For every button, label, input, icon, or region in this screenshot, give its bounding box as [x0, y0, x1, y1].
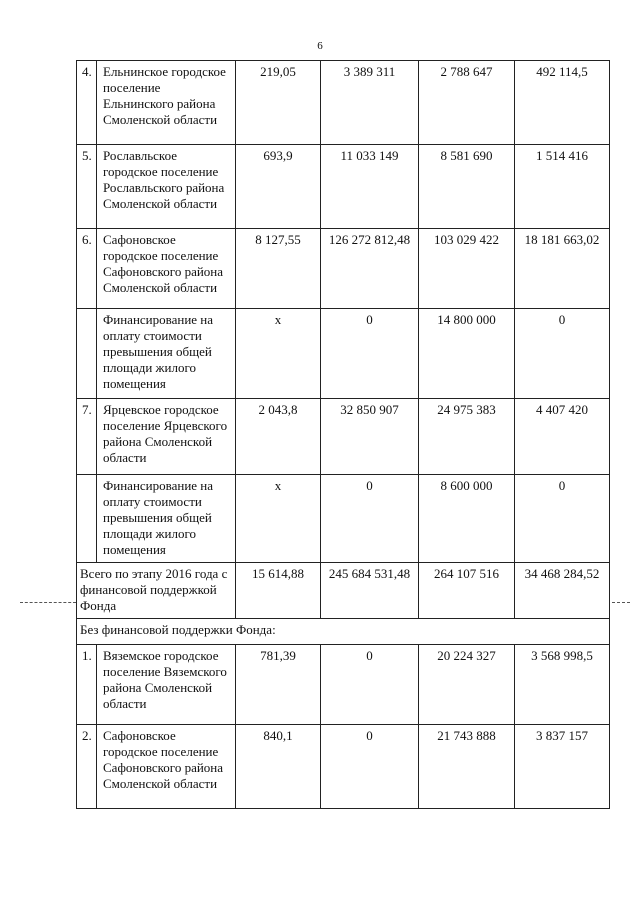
total-value-1: 245 684 531,48: [321, 563, 419, 619]
row-number: 1.: [77, 645, 97, 725]
area-cell: 8 127,55: [236, 229, 321, 309]
area-cell: 781,39: [236, 645, 321, 725]
area-cell: x: [236, 475, 321, 563]
value-cell-3: 0: [515, 475, 610, 563]
value-cell-3: 18 181 663,02: [515, 229, 610, 309]
table-row: [77, 61, 610, 145]
value-cell-3: 0: [515, 309, 610, 399]
row-number: 6.: [77, 229, 97, 309]
value-cell-1: 126 272 812,48: [321, 229, 419, 309]
data-table: [76, 60, 610, 809]
total-value-2: 264 107 516: [419, 563, 515, 619]
section-header: Без финансовой поддержки Фонда:: [77, 619, 610, 645]
value-cell-2: 20 224 327: [419, 645, 515, 725]
value-cell-1: 0: [321, 645, 419, 725]
total-value-3: 34 468 284,52: [515, 563, 610, 619]
value-cell-2: 103 029 422: [419, 229, 515, 309]
area-cell: x: [236, 309, 321, 399]
total-label: Всего по этапу 2016 года с финансовой поддержкой Фонда: [77, 563, 236, 619]
table-row: [77, 309, 610, 399]
value-cell-1: 0: [321, 475, 419, 563]
value-cell-1: 32 850 907: [321, 399, 419, 475]
financing-description: Финансирование на оплату стоимости превышения общей площади жилого помещения: [97, 309, 236, 399]
value-cell-2: 8 600 000: [419, 475, 515, 563]
value-cell-1: 11 033 149: [321, 145, 419, 229]
row-number: 5.: [77, 145, 97, 229]
value-cell-3: 492 114,5: [515, 61, 610, 145]
value-cell-1: 3 389 311: [321, 61, 419, 145]
settlement-name: Ярцевское городское поселение Ярцевского района Смоленской области: [97, 399, 236, 475]
value-cell-3: 1 514 416: [515, 145, 610, 229]
row-number: 2.: [77, 725, 97, 809]
value-cell-2: 8 581 690: [419, 145, 515, 229]
value-cell-2: 21 743 888: [419, 725, 515, 809]
settlement-name: Рославльское городское поселение Рославльского района Смоленской области: [97, 145, 236, 229]
area-cell: 2 043,8: [236, 399, 321, 475]
value-cell-3: 4 407 420: [515, 399, 610, 475]
row-number: [77, 475, 97, 563]
row-number: 4.: [77, 61, 97, 145]
value-cell-2: 24 975 383: [419, 399, 515, 475]
total-row: [77, 563, 610, 619]
row-number: [77, 309, 97, 399]
table-row: [77, 645, 610, 725]
area-cell: 219,05: [236, 61, 321, 145]
section-header-row: [77, 619, 610, 645]
settlement-name: Сафоновское городское поселение Сафоновского района Смоленской области: [97, 725, 236, 809]
row-number: 7.: [77, 399, 97, 475]
dashed-margin-line-right: [612, 602, 630, 603]
financing-description: Финансирование на оплату стоимости превышения общей площади жилого помещения: [97, 475, 236, 563]
value-cell-2: 14 800 000: [419, 309, 515, 399]
dashed-margin-line-left: [20, 602, 76, 603]
value-cell-3: 3 837 157: [515, 725, 610, 809]
settlement-name: Ельнинское городское поселение Ельнинского района Смоленской области: [97, 61, 236, 145]
table-row: [77, 475, 610, 563]
settlement-name: Сафоновское городское поселение Сафоновского района Смоленской области: [97, 229, 236, 309]
table-row: [77, 399, 610, 475]
value-cell-3: 3 568 998,5: [515, 645, 610, 725]
table-row: [77, 229, 610, 309]
settlement-name: Вяземское городское поселение Вяземского района Смоленской области: [97, 645, 236, 725]
total-area: 15 614,88: [236, 563, 321, 619]
value-cell-1: 0: [321, 309, 419, 399]
value-cell-1: 0: [321, 725, 419, 809]
area-cell: 840,1: [236, 725, 321, 809]
page-number: 6: [317, 40, 323, 52]
table-row: [77, 145, 610, 229]
value-cell-2: 2 788 647: [419, 61, 515, 145]
table-row: [77, 725, 610, 809]
area-cell: 693,9: [236, 145, 321, 229]
